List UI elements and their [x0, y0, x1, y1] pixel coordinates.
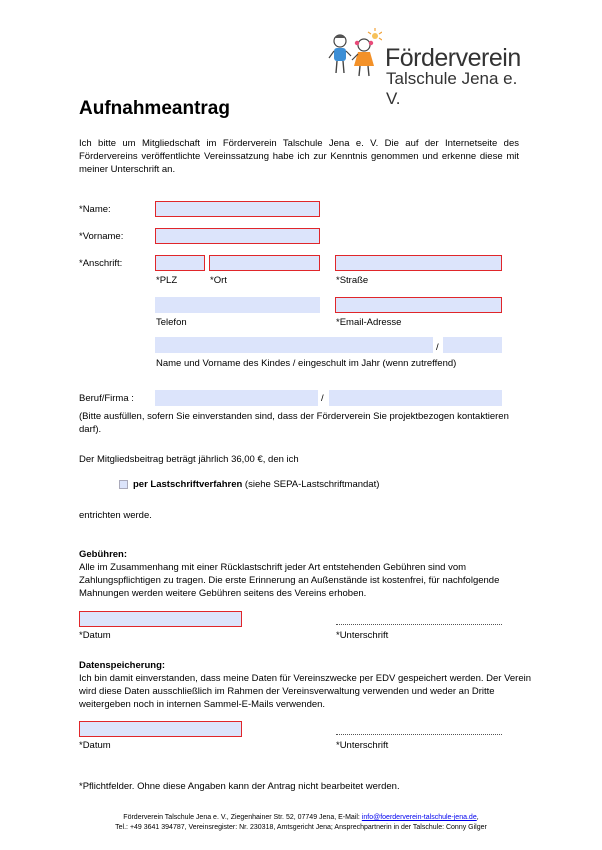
datum-input-2[interactable] [79, 721, 242, 737]
unterschrift-line-1[interactable] [336, 624, 502, 625]
daten-heading: Datenspeicherung: [79, 660, 166, 671]
datum-input-1[interactable] [79, 611, 242, 627]
vorname-label: *Vorname: [79, 231, 124, 242]
telefon-label: Telefon [156, 317, 187, 328]
email-input[interactable] [335, 297, 502, 313]
plz-label: *PLZ [156, 275, 178, 286]
name-label: *Name: [79, 204, 111, 215]
daten-text: Ich bin damit einverstanden, dass meine Daten für Vereinszwecke per EDV gespeichert werden. Der Verein wird diese Daten ausschließlich im Rahmen der Vereinsverwaltung verwenden und weder an Dritte weitergeben noch in internen Sammel-E-Mails verwenden. [79, 673, 532, 710]
lastschrift-label [133, 478, 379, 491]
vorname-input[interactable] [155, 228, 320, 244]
footer-comma: , [476, 814, 479, 821]
footer-line-2: Tel.: +49 3641 394787, Vereinsregister: Nr. 230318, Amtsgericht Jena; Ansprechpartnerin in der Talschule: Conny Gilger [115, 824, 487, 831]
pflichtfelder-note: *Pflichtfelder. Ohne diese Angaben kann der Antrag nicht bearbeitet werden. [79, 781, 400, 792]
telefon-input[interactable] [155, 297, 320, 313]
unterschrift-line-2[interactable] [336, 734, 502, 735]
unterschrift-label-2: *Unterschrift [336, 740, 389, 751]
strasse-input[interactable] [335, 255, 502, 271]
anschrift-label: *Anschrift: [79, 258, 123, 269]
beruf-label: Beruf/Firma : [79, 393, 134, 404]
email-label: *Email-Adresse [336, 317, 402, 328]
firma-input[interactable] [329, 390, 502, 406]
beruf-input[interactable] [155, 390, 318, 406]
plz-input[interactable] [155, 255, 205, 271]
einschulung-jahr-input[interactable] [443, 337, 502, 353]
logo-subtitle: Talschule Jena e. V. [386, 69, 518, 108]
lastschrift-checkbox[interactable] [119, 480, 128, 489]
kind-slash: / [436, 342, 439, 353]
footer-email-link[interactable]: info@foerderverein-talschule-jena.de [361, 814, 477, 821]
kind-label: Name und Vorname des Kindes / eingeschult im Jahr (wenn zutreffend) [156, 358, 457, 369]
logo-name: Förderverein [385, 44, 521, 72]
entrichten-text: entrichten werde. [79, 510, 152, 521]
strasse-label: *Straße [336, 275, 369, 286]
logo [328, 28, 533, 108]
intro-text: Ich bitte um Mitgliedschaft im Förderverein Talschule Jena e. V. Die auf der Internetseite des Fördervereins veröffentlichte Vereinssatzung habe ich zur Kenntnis genommen und erkenne diese mit meiner Unterschrift an. [79, 138, 519, 175]
gebuehren-heading: Gebühren: [79, 549, 128, 560]
page-title: Aufnahmeantrag [79, 98, 230, 119]
kind-name-input[interactable] [155, 337, 433, 353]
ort-input[interactable] [209, 255, 320, 271]
unterschrift-label-1: *Unterschrift [336, 630, 389, 641]
logo-children-icon [328, 28, 382, 82]
beruf-slash: / [321, 393, 324, 404]
datum-label-2: *Datum [79, 740, 111, 751]
footer-line-1 [0, 813, 602, 823]
datum-label-1: *Datum [79, 630, 111, 641]
lastschrift-bold: per Lastschriftverfahren [133, 479, 243, 490]
lastschrift-rest: (siehe SEPA-Lastschriftmandat) [242, 479, 380, 490]
beruf-note: (Bitte ausfüllen, sofern Sie einverstanden sind, dass der Förderverein Sie projektbezogen kontaktieren darf). [79, 411, 509, 435]
footer-address: Förderverein Talschule Jena e. V., Ziegenhainer Str. 52, 07749 Jena, E-Mail: [123, 814, 362, 821]
beitrag-text: Der Mitgliedsbeitrag beträgt jährlich 36,00 €, den ich [79, 454, 299, 465]
name-input[interactable] [155, 201, 320, 217]
gebuehren-text: Alle im Zusammenhang mit einer Rücklastschrift jeder Art entstehenden Gebühren sind vom Zahlungspflichtigen zu tragen. Die erste Erinnerung an Außenstände ist kostenfrei, für nachfolgende Mahnungen werden weitere Gebühren seitens des Vereins erhoben. [79, 562, 500, 599]
ort-label: *Ort [210, 275, 227, 286]
